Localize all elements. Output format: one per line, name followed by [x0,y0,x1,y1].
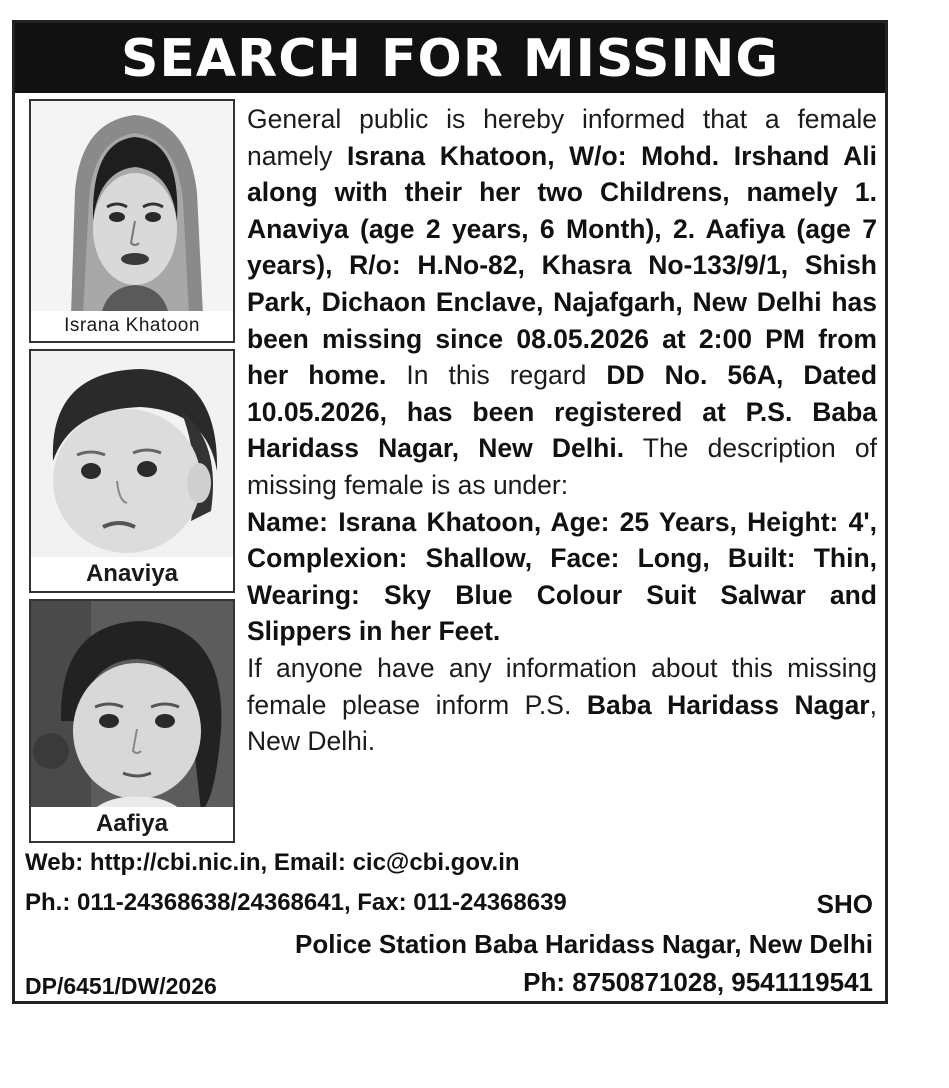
sho-label: SHO [816,889,873,919]
inform-text: If anyone have any information about this missing female please inform P.S. [247,652,877,720]
notice-headline: SEARCH FOR MISSING [15,23,885,93]
dp-code: DP/6451/DW/2026 [25,973,217,999]
photo-aafiya [29,599,235,843]
photo-anaviya [29,349,235,593]
missing-details-text: Israna Khatoon, W/o: Mohd. Irshand Ali along with their her two Childrens, namely 1. Anaviya (age 2 years, 6 Month), 2. Aafiya (age 7 years), R/o: H.No-82, Khasra No-133/9/1, Shish Park, Dichaon Enclave, Najafgarh, New Delhi has been missing since 08.05.2026 at 2:00 PM from her home. [247,140,877,391]
photo-caption: Aafiya [31,807,233,841]
woman-portrait-icon [31,101,233,315]
description-paragraph [247,101,877,504]
photo-israna-khatoon [29,99,235,343]
physical-description-text: Name: Israna Khatoon, Age: 25 Years, Height: 4', Complexion: Shallow, Face: Long, Built: Thin, Wearing: Sky Blue Colour Suit Salwar and Slippers in her Feet. [247,506,877,647]
child-portrait-icon [31,601,233,811]
regard-text: In this regard [386,360,607,391]
police-station-name: Baba Haridass Nagar [586,689,870,720]
child-portrait-icon [31,351,233,561]
web-email-line: Web: http://cbi.nic.in, Email: cic@cbi.gov.in [25,849,520,876]
phone-fax-line: Ph.: 011-24368638/24368641, Fax: 011-24368639 [25,889,567,916]
intro-text: General public is hereby informed that a female namely [247,104,877,171]
photo-caption: Israna Khatoon [31,311,233,341]
sho-phone-line: Ph: 8750871028, 9541119541 [523,967,873,997]
notice-body [247,101,877,760]
police-station-line: Police Station Baba Haridass Nagar, New Delhi [295,929,873,959]
missing-person-notice [12,20,888,1004]
city-text: , New Delhi. [247,689,877,757]
photo-caption: Anaviya [31,557,233,591]
description-intro-text: The description of missing female is as under: [247,433,877,500]
physical-description-paragraph [247,504,877,650]
contact-request-paragraph [247,650,877,760]
dd-registration-text: DD No. 56A, Dated 10.05.2026, has been registered at P.S. Baba Haridass Nagar, New Delhi. [247,360,878,464]
